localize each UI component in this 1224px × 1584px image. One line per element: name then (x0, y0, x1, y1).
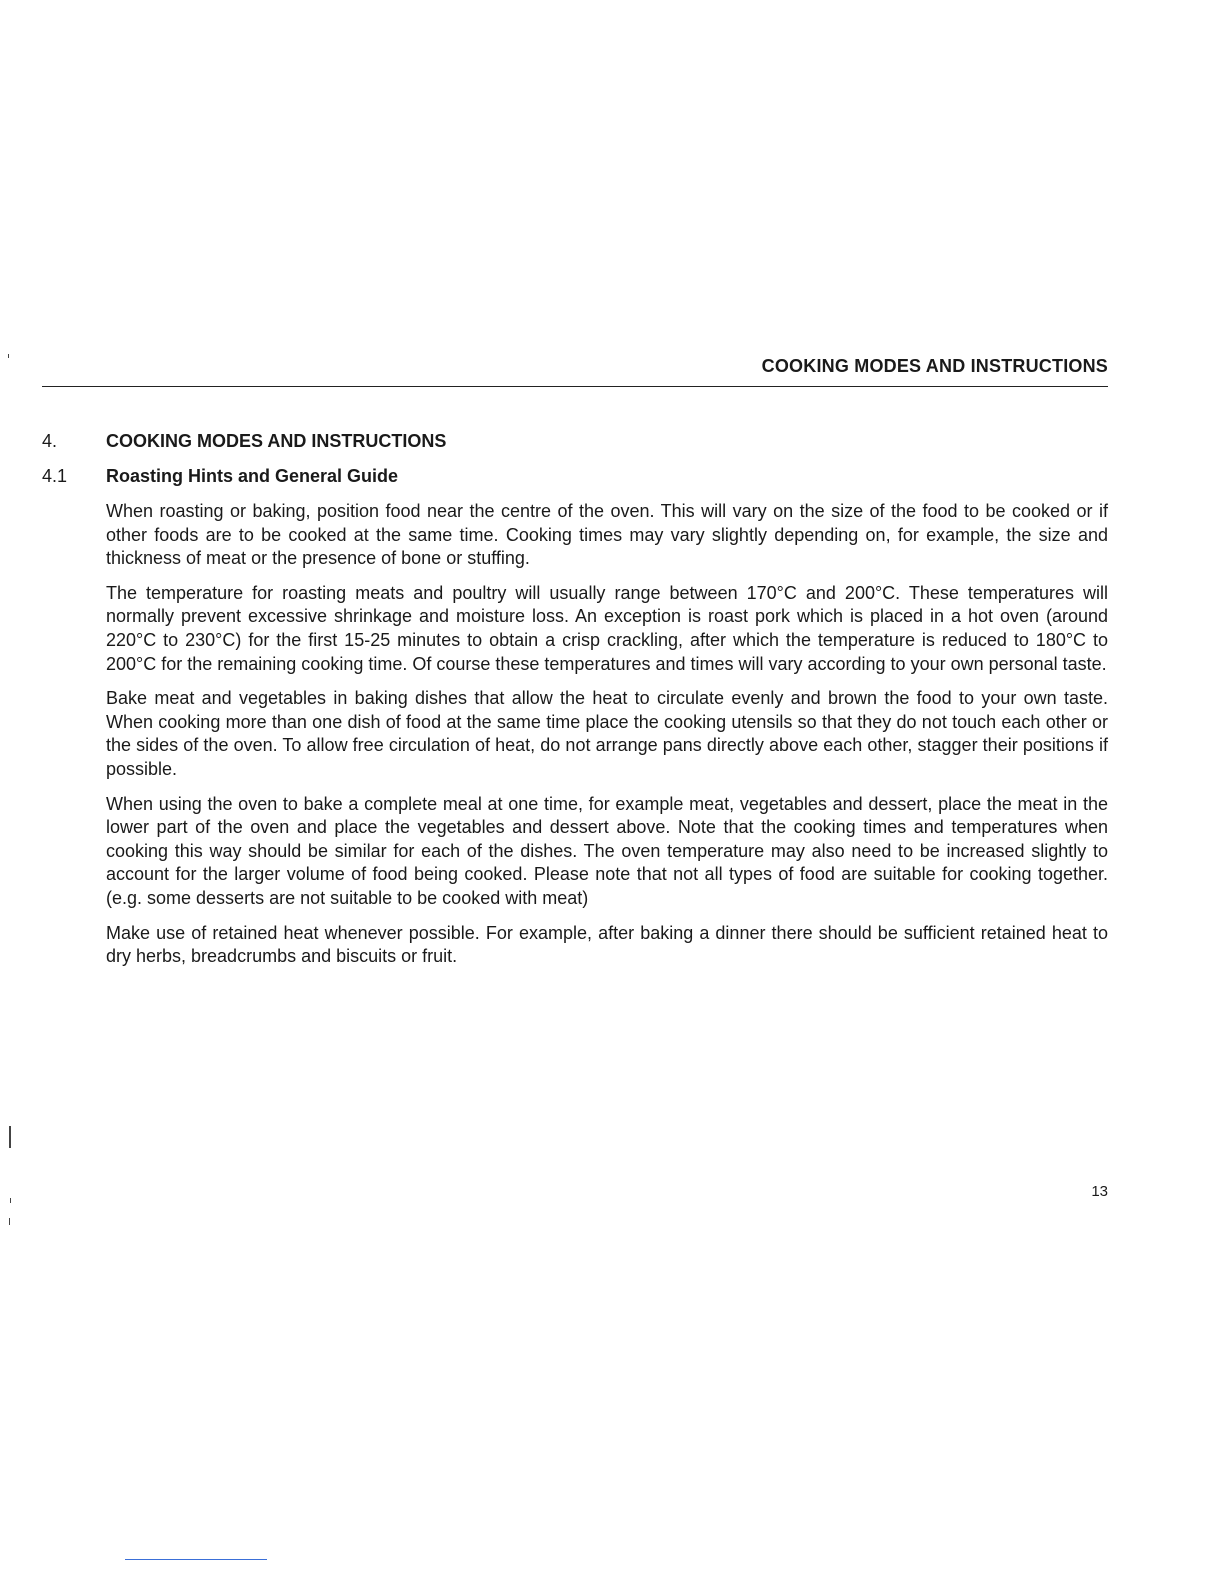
header-rule (42, 386, 1108, 387)
paragraph: The temperature for roasting meats and poultry will usually range between 170°C and 200°C. These temperatures will normally prevent excessive shrinkage and moisture loss. An exception is roast pork which is placed in a hot oven (around 220°C to 230°C) for the first 15-25 minutes to obtain a crisp crackling, after which the temperature is reduced to 180°C to 200°C for the remaining cooking time. Of course these temperatures and times will vary according to your own personal taste. (106, 582, 1108, 674)
paragraph: When using the oven to bake a complete meal at one time, for example meat, vegetables and dessert, place the meat in the lower part of the oven and place the vegetables and dessert above. Note that the cooking times and temperatures when cooking this way should be similar for each of the dishes. The oven temperature may also need to be increased slightly to account for the larger volume of food being cooked. Please note that not all types of food are suitable for cooking together. (e.g. some desserts are not suitable to be cooked with meat) (106, 793, 1108, 908)
paragraph: Bake meat and vegetables in baking dishes that allow the heat to circulate evenly and brown the food to your own taste. When cooking more than one dish of food at the same time place the cooking utensils so that they do not touch each other or the sides of the oven. To allow free circulation of heat, do not arrange pans directly above each other, stagger their positions if possible. (106, 688, 1108, 779)
section-title: COOKING MODES AND INSTRUCTIONS (106, 431, 447, 451)
bottom-rule (125, 1559, 267, 1560)
page-number: 13 (1091, 1183, 1108, 1200)
body-text (106, 500, 1108, 980)
subsection-heading (42, 465, 1112, 487)
paragraph: When roasting or baking, position food near the centre of the oven. This will vary on the size of the food to be cooked or if other foods are to be cooked at the same time. Cooking times may vary slightly depending on, for example, the size and thickness of meat or the presence of bone or stuffing. (106, 501, 1108, 569)
scan-mark (9, 1218, 10, 1225)
scan-mark (10, 1198, 11, 1203)
section-number: 4. (42, 431, 58, 451)
subsection-number: 4.1 (42, 466, 68, 486)
section-heading (42, 430, 1112, 452)
paragraph: Make use of retained heat whenever possible. For example, after baking a dinner there should be sufficient retained heat to dry herbs, breadcrumbs and biscuits or fruit. (106, 922, 1108, 967)
scan-mark (8, 354, 9, 358)
subsection-title: Roasting Hints and General Guide (106, 466, 399, 486)
running-header: COOKING MODES AND INSTRUCTIONS (761, 356, 1108, 376)
scan-mark (9, 1126, 11, 1148)
